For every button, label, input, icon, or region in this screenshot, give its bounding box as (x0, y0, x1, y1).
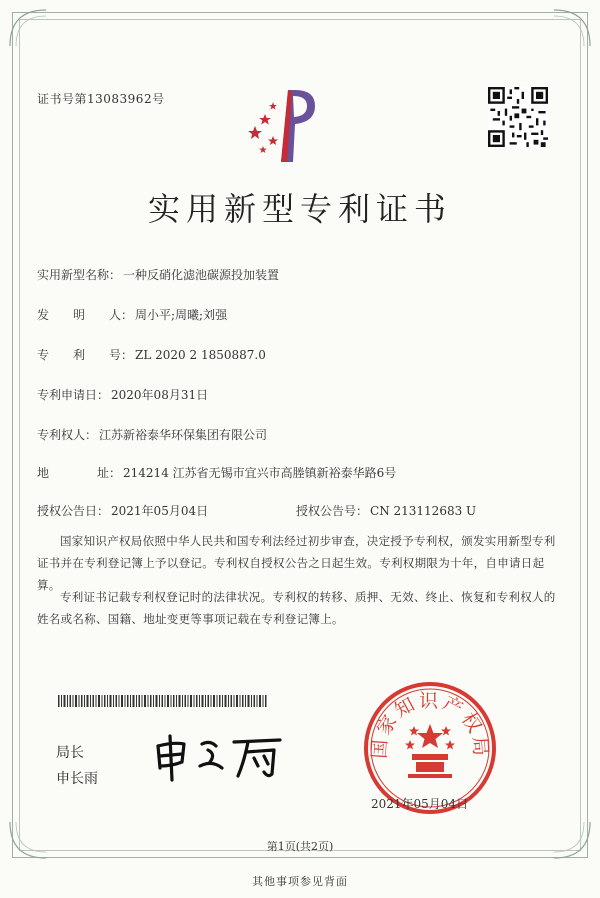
footer-note: 其他事项参见背面 (252, 875, 348, 888)
field-label: 地 址： (37, 466, 122, 480)
barcode (58, 695, 268, 707)
signatory-title: 局长 (56, 745, 84, 761)
patent-number: ZL 2020 2 1850887.0 (135, 348, 266, 362)
signatory-name: 申长雨 (56, 771, 98, 787)
field-label: 专利权人： (37, 428, 98, 442)
statement-paragraph: 专利证书记载专利权登记时的法律状况。专利权的转移、质押、无效、终止、恢复和专利权人的姓名或名称、国籍、地址变更等事项记载在专利登记簿上。 (37, 590, 556, 626)
grant-date: 2021年05月04日 (111, 504, 209, 518)
field-label: 授权公告号： (296, 504, 369, 518)
utility-model-name-row (37, 266, 279, 283)
seal-date: 2021年05月04日 (371, 797, 469, 811)
utility-model-name: 一种反硝化滤池碳源投加装置 (123, 268, 280, 282)
patentee-row (37, 426, 267, 443)
field-label: 发 明 人： (37, 308, 134, 322)
grant-date-row (37, 502, 208, 519)
grant-number-row (296, 502, 476, 519)
seal-text: 国家知识产权局 (368, 689, 492, 760)
field-label: 专 利 号： (37, 348, 134, 362)
patent-number-row (37, 346, 266, 363)
address: 214214 江苏省无锡市宜兴市高塍镇新裕泰华路6号 (123, 466, 397, 480)
qr-code-icon (488, 87, 548, 147)
inventor-row (37, 306, 227, 323)
field-label: 实用新型名称： (37, 268, 122, 282)
patent-office-logo (243, 84, 323, 164)
field-label: 专利申请日： (37, 388, 110, 402)
corner-ornament (8, 8, 48, 48)
inventor-names: 周小平;周曦;刘强 (135, 308, 228, 322)
corner-ornament (552, 8, 592, 48)
patentee-name: 江苏新裕泰华环保集团有限公司 (99, 428, 268, 442)
certificate-title: 实用新型专利证书 (147, 190, 452, 228)
filing-date: 2020年08月31日 (111, 388, 209, 402)
grant-number: CN 213112683 U (370, 504, 477, 518)
address-row (37, 464, 396, 481)
page-indicator: 第1页(共2页) (266, 840, 334, 853)
field-label: 授权公告日： (37, 504, 110, 518)
statement-paragraph: 国家知识产权局依照中华人民共和国专利法经过初步审查，决定授予专利权，颁发实用新型专利证书并在专利登记簿上予以登记。专利权自授权公告之日起生效。专利权期限为十年，自申请日起算。 (37, 534, 556, 592)
certificate-number: 证书号第13083962号 (37, 92, 165, 106)
filing-date-row (37, 386, 208, 403)
handwritten-signature (150, 732, 300, 782)
